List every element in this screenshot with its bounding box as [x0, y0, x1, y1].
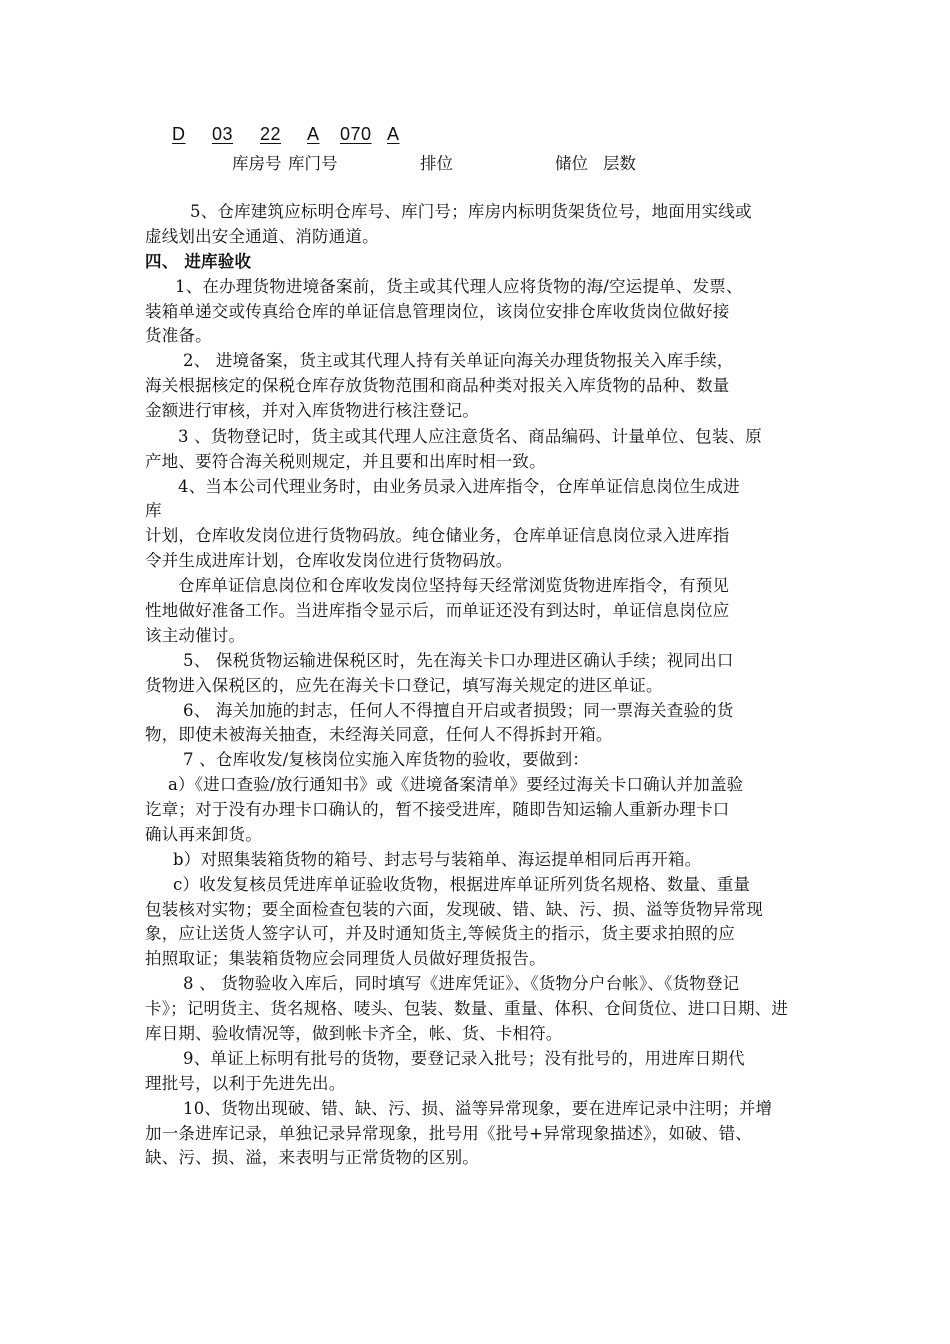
text-line: 包装核对实物；要全面检查包装的六面，发现破、错、缺、污、损、溢等货物异常现 [145, 900, 763, 919]
text-line: 计划，仓库收发岗位进行货物码放。纯仓储业务，仓库单证信息岗位录入进库指 [145, 526, 730, 545]
text-line: 2、 进境备案，货主或其代理人持有关单证向海关办理货物报关入库手续， [183, 351, 734, 370]
text-line: 5、仓库建筑应标明仓库号、库门号；库房内标明货架货位号，地面用实线或 [190, 202, 752, 221]
code-level: A [387, 124, 400, 144]
text-line: 1、在办理货物进境备案前，货主或其代理人应将货物的海/空运提单、发票、 [175, 277, 743, 296]
text-line: 卡》；记明货主、货名规格、唛头、包装、数量、重量、体积、仓间货位、进口日期、进 [145, 999, 789, 1018]
text-line: 性地做好准备工作。当进库指令显示后，而单证还没有到达时，单证信息岗位应 [145, 601, 730, 620]
text-line: 缺、污、损、溢，来表明与正常货物的区别。 [145, 1148, 479, 1167]
text-line: 库 [145, 501, 162, 520]
text-line: 5、 保税货物运输进保税区时，先在海关卡口办理进区确认手续；视同出口 [183, 651, 734, 670]
text-line: 装箱单递交或传真给仓库的单证信息管理岗位，该岗位安排仓库收货岗位做好接 [145, 302, 730, 321]
code-warehouse: 03 [212, 124, 234, 144]
label-level: 层数 [603, 154, 636, 173]
text-line: 3 、货物登记时，货主或其代理人应注意货名、商品编码、计量单位、包装、原 [178, 427, 762, 446]
code-bay: 070 [340, 124, 372, 144]
text-line: 产地、要符合海关税则规定，并且要和出库时相一致。 [145, 452, 546, 471]
text-line: 理批号，以利于先进先出。 [145, 1074, 346, 1093]
text-line: 仓库单证信息岗位和仓库收发岗位坚持每天经常浏览货物进库指令，有预见 [178, 576, 730, 595]
text-line: 虚线划出安全通道、消防通道。 [145, 227, 379, 246]
text-line: 讫章；对于没有办理卡口确认的，暂不接受进库，随即告知运输人重新办理卡口 [145, 800, 730, 819]
code-door: 22 [260, 124, 282, 144]
label-row: 排位 [420, 154, 453, 173]
text-line: 6、 海关加施的封志，任何人不得擅自开启或者损毁；同一票海关查验的货 [183, 701, 734, 720]
text-line: 海关根据核定的保税仓库存放货物范围和商品种类对报关入库货物的品种、数量 [145, 376, 730, 395]
section-heading: 四、 进库验收 [145, 252, 252, 271]
text-line: 加一条进库记录，单独记录异常现象，批号用《批号+异常现象描述》，如破、错、 [145, 1124, 752, 1143]
text-line: 4、当本公司代理业务时，由业务员录入进库指令，仓库单证信息岗位生成进 [178, 477, 740, 496]
text-line: 7 、仓库收发/复核岗位实施入库货物的验收，要做到： [183, 750, 590, 769]
code-row-letter: A [307, 124, 320, 144]
text-line: c）收发复核员凭进库单证验收货物，根据进库单证所列货名规格、数量、重量 [173, 875, 751, 894]
label-warehouse-no: 库房号 [232, 154, 282, 173]
label-slot: 储位 [555, 154, 588, 173]
label-door-no: 库门号 [288, 154, 338, 173]
text-line: 拍照取证；集装箱货物应会同理货人员做好理货报告。 [145, 949, 546, 968]
text-line: 令并生成进库计划，仓库收发岗位进行货物码放。 [145, 551, 513, 570]
text-line: 该主动催讨。 [145, 626, 246, 645]
text-line: 象，应让送货人签字认可，并及时通知货主,等候货主的指示，货主要求拍照的应 [145, 924, 735, 943]
text-line: 确认再来卸货。 [145, 825, 262, 844]
text-line: 物，即使未被海关抽查，未经海关同意，任何人不得拆封开箱。 [145, 725, 613, 744]
text-line: 10、货物出现破、错、缺、污、损、溢等异常现象，要在进库记录中注明；并增 [183, 1099, 773, 1118]
text-line: 8 、 货物验收入库后，同时填写《进库凭证》、《货物分户台帐》、《货物登记 [183, 974, 740, 993]
code-zone: D [172, 124, 186, 144]
text-line: 9、单证上标明有批号的货物，要登记录入批号；没有批号的，用进库日期代 [183, 1049, 745, 1068]
text-line: 货物进入保税区的，应先在海关卡口登记，填写海关规定的进区单证。 [145, 676, 663, 695]
text-line: b）对照集装箱货物的箱号、封志号与装箱单、海运提单相同后再开箱。 [173, 850, 702, 869]
text-line: 库日期、验收情况等，做到帐卡齐全，帐、货、卡相符。 [145, 1024, 563, 1043]
text-line: 货准备。 [145, 326, 212, 345]
text-line: a）《进口查验/放行通知书》或《进境备案清单》要经过海关卡口确认并加盖验 [168, 775, 744, 794]
text-line: 金额进行审核，并对入库货物进行核注登记。 [145, 401, 479, 420]
